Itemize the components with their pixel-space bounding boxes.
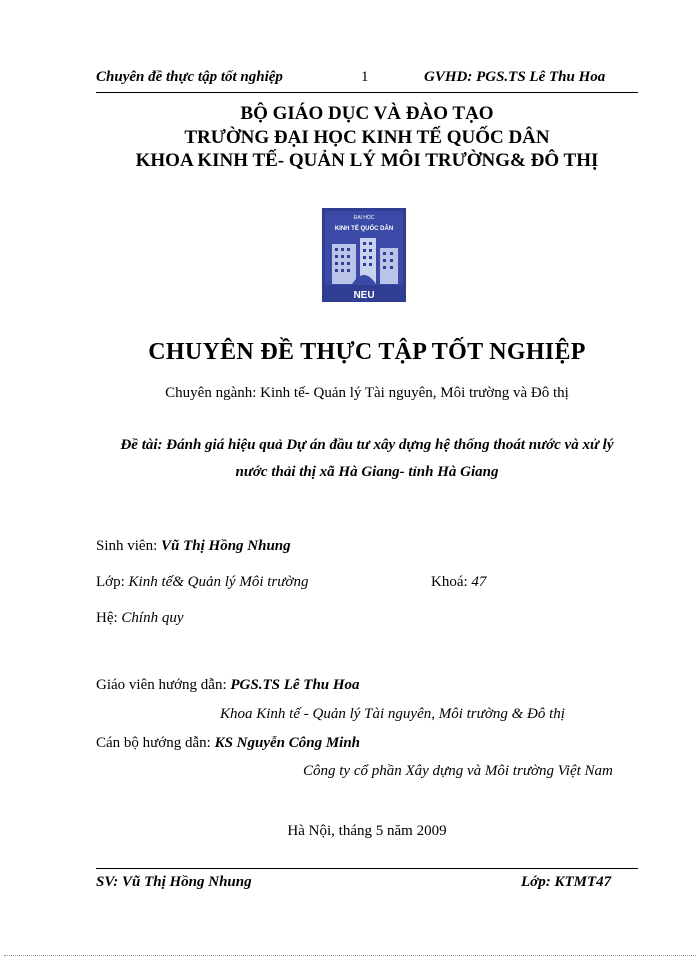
page-number: 1 <box>361 69 369 85</box>
university-logo <box>322 208 406 302</box>
place-date: Hà Nội, tháng 5 năm 2009 <box>287 823 447 839</box>
ministry-name: BỘ GIÁO DỤC VÀ ĐÀO TẠO <box>240 103 494 124</box>
guide-affiliation: Công ty cổ phần Xây dựng và Môi trường Việt Nam <box>303 763 613 779</box>
faculty-name: KHOA KINH TẾ- QUẢN LÝ MÔI TRƯỜNG& ĐÔ THỊ <box>135 150 599 171</box>
topic-line-2: nước thải thị xã Hà Giang- tỉnh Hà Giang <box>235 464 499 480</box>
footer-class: Lớp: KTMT47 <box>521 874 612 890</box>
advisor-affiliation: Khoa Kinh tế - Quản lý Tài nguyên, Môi trường & Đô thị <box>220 706 565 722</box>
advisor-name: PGS.TS Lê Thu Hoa <box>230 677 360 693</box>
class-label: Lớp: <box>96 574 125 590</box>
footer-student: SV: Vũ Thị Hồng Nhung <box>96 874 252 890</box>
svg-text:NEU: NEU <box>353 290 375 301</box>
course-row <box>431 574 486 591</box>
advisor-label: Giáo viên hướng dẫn: <box>96 677 227 693</box>
svg-text:ĐẠI HỌC: ĐẠI HỌC <box>353 215 375 221</box>
student-row <box>96 538 291 555</box>
system-value: Chính quy <box>121 610 184 626</box>
guide-name: KS Nguyễn Công Minh <box>214 735 361 751</box>
class-row <box>96 574 308 591</box>
system-row <box>96 610 184 627</box>
major-text: Chuyên ngành: Kinh tế- Quản lý Tài nguyên, Môi trường và Đô thị <box>165 385 569 401</box>
page-edge-line <box>4 955 696 956</box>
header-left-text: Chuyên đề thực tập tốt nghiệp <box>96 69 283 85</box>
header-right-text: GVHD: PGS.TS Lê Thu Hoa <box>424 69 606 85</box>
topic-line-1: Đề tài: Đánh giá hiệu quả Dự án đầu tư xây dựng hệ thống thoát nước và xử lý <box>120 437 614 453</box>
advisor-row <box>96 677 360 694</box>
header-divider <box>96 92 638 93</box>
guide-label: Cán bộ hướng dẫn: <box>96 735 211 751</box>
university-name: TRƯỜNG ĐẠI HỌC KINH TẾ QUỐC DÂN <box>184 127 550 148</box>
class-value: Kinh tế& Quản lý Môi trường <box>128 574 309 590</box>
guide-row <box>96 735 360 752</box>
footer-divider <box>96 868 638 869</box>
student-label: Sinh viên: <box>96 538 158 554</box>
neu-logo-icon <box>322 208 406 302</box>
course-value: 47 <box>471 574 487 590</box>
student-name: Vũ Thị Hồng Nhung <box>161 538 291 554</box>
svg-text:KINH TẾ QUỐC DÂN: KINH TẾ QUỐC DÂN <box>334 226 394 232</box>
system-label: Hệ: <box>96 610 118 626</box>
course-label: Khoá: <box>431 574 468 590</box>
document-title: CHUYÊN ĐỀ THỰC TẬP TỐT NGHIỆP <box>148 339 586 365</box>
